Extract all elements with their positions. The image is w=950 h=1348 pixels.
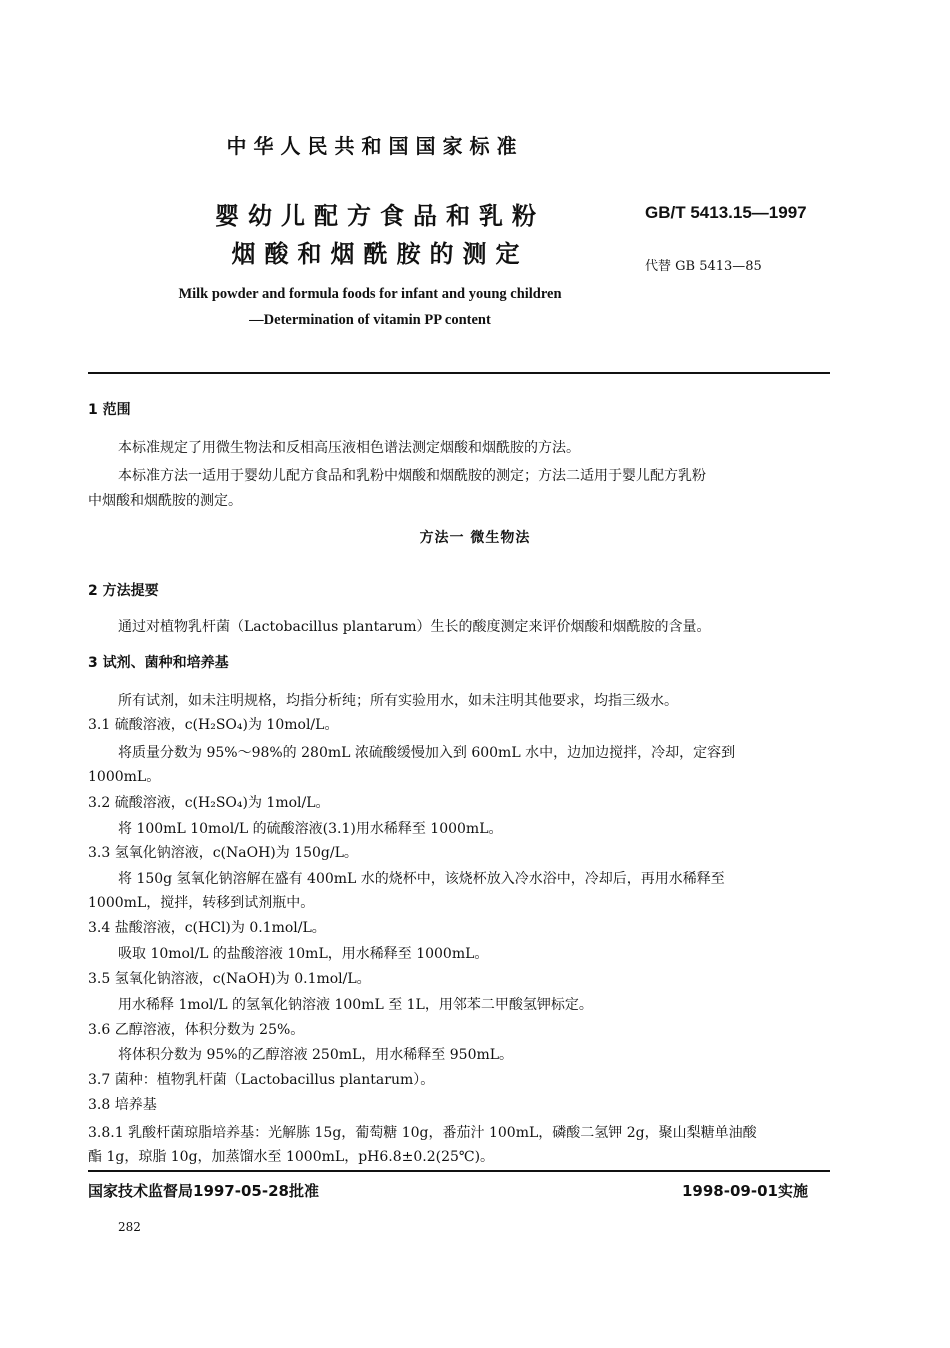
section-2-heading: 2 方法提要	[88, 583, 159, 599]
method-one-heading: 方法一 微生物法	[419, 530, 531, 546]
national-standard-header: 中华人民共和国国家标准	[226, 134, 524, 158]
standard-code: GB/T 5413.15—1997	[645, 203, 807, 222]
title-line-1: 婴幼儿配方食品和乳粉	[215, 202, 545, 230]
english-title-line-2: —Determination of vitamin PP content	[249, 312, 491, 328]
clause-3-5-text: 用水稀释 1mol/L 的氢氧化钠溶液 100mL 至 1L，用邻苯二甲酸氢钾标定。	[118, 997, 593, 1013]
clause-3-2-text: 将 100mL 10mol/L 的硫酸溶液(3.1)用水稀释至 1000mL。	[118, 821, 503, 837]
section-1-paragraph-2b: 中烟酸和烟酰胺的测定。	[88, 493, 242, 509]
section-3-heading: 3 试剂、菌种和培养基	[88, 655, 229, 671]
section-1-paragraph-1: 本标准规定了用微生物法和反相高压液相色谱法测定烟酸和烟酰胺的方法。	[118, 440, 580, 456]
clause-3-3-text-a: 将 150g 氢氧化钠溶解在盛有 400mL 水的烧杯中，该烧杯放入冷水浴中，冷却后，再用水稀释至	[118, 871, 725, 887]
clause-3-8: 3.8 培养基	[88, 1097, 157, 1113]
clause-3-1-text-a: 将质量分数为 95%～98%的 280mL 浓硫酸缓慢加入到 600mL 水中，边加边搅拌，冷却，定容到	[118, 745, 736, 761]
title-line-2: 烟酸和烟酰胺的测定	[231, 240, 529, 268]
clause-3-5: 3.5 氢氧化钠溶液，c(NaOH)为 0.1mol/L。	[88, 971, 371, 987]
clause-3-6: 3.6 乙醇溶液，体积分数为 25%。	[88, 1022, 305, 1038]
clause-3-6-text: 将体积分数为 95%的乙醇溶液 250mL，用水稀释至 950mL。	[118, 1047, 514, 1063]
header-divider	[88, 372, 830, 374]
approval-date: 国家技术监督局1997-05-28批准	[88, 1182, 319, 1200]
clause-3-1-text-b: 1000mL。	[88, 769, 161, 785]
page-number: 282	[118, 1220, 141, 1234]
section-1-paragraph-2a: 本标准方法一适用于婴幼儿配方食品和乳粉中烟酸和烟酰胺的测定；方法二适用于婴儿配方乳粉	[118, 468, 706, 484]
section-3-intro: 所有试剂，如未注明规格，均指分析纯；所有实验用水，如未注明其他要求，均指三级水。	[118, 693, 678, 709]
clause-3-8-1-text-b: 酯 1g，琼脂 10g，加蒸馏水至 1000mL，pH6.8±0.2(25℃)。	[88, 1149, 495, 1165]
clause-3-4: 3.4 盐酸溶液，c(HCl)为 0.1mol/L。	[88, 920, 326, 936]
section-2-paragraph: 通过对植物乳杆菌（Lactobacillus plantarum）生长的酸度测定来评价烟酸和烟酰胺的含量。	[118, 619, 711, 635]
clause-3-7: 3.7 菌种：植物乳杆菌（Lactobacillus plantarum）。	[88, 1072, 435, 1088]
clause-3-3-text-b: 1000mL，搅拌，转移到试剂瓶中。	[88, 895, 315, 911]
replaces-standard: 代替 GB 5413—85	[645, 259, 762, 274]
clause-3-2: 3.2 硫酸溶液，c(H₂SO₄)为 1mol/L。	[88, 795, 330, 811]
english-title-line-1: Milk powder and formula foods for infant and young children	[178, 286, 562, 302]
section-1-heading: 1 范围	[88, 402, 131, 418]
clause-3-8-1-text-a: 3.8.1 乳酸杆菌琼脂培养基：光解胨 15g，葡萄糖 10g，番茄汁 100mL，磷酸二氢钾 2g，聚山梨糖单油酸	[88, 1125, 757, 1141]
clause-3-1: 3.1 硫酸溶液，c(H₂SO₄)为 10mol/L。	[88, 717, 339, 733]
effective-date: 1998-09-01实施	[682, 1182, 808, 1200]
clause-3-3: 3.3 氢氧化钠溶液，c(NaOH)为 150g/L。	[88, 845, 358, 861]
clause-3-4-text: 吸取 10mol/L 的盐酸溶液 10mL，用水稀释至 1000mL。	[118, 946, 489, 962]
footer-divider	[88, 1170, 830, 1172]
